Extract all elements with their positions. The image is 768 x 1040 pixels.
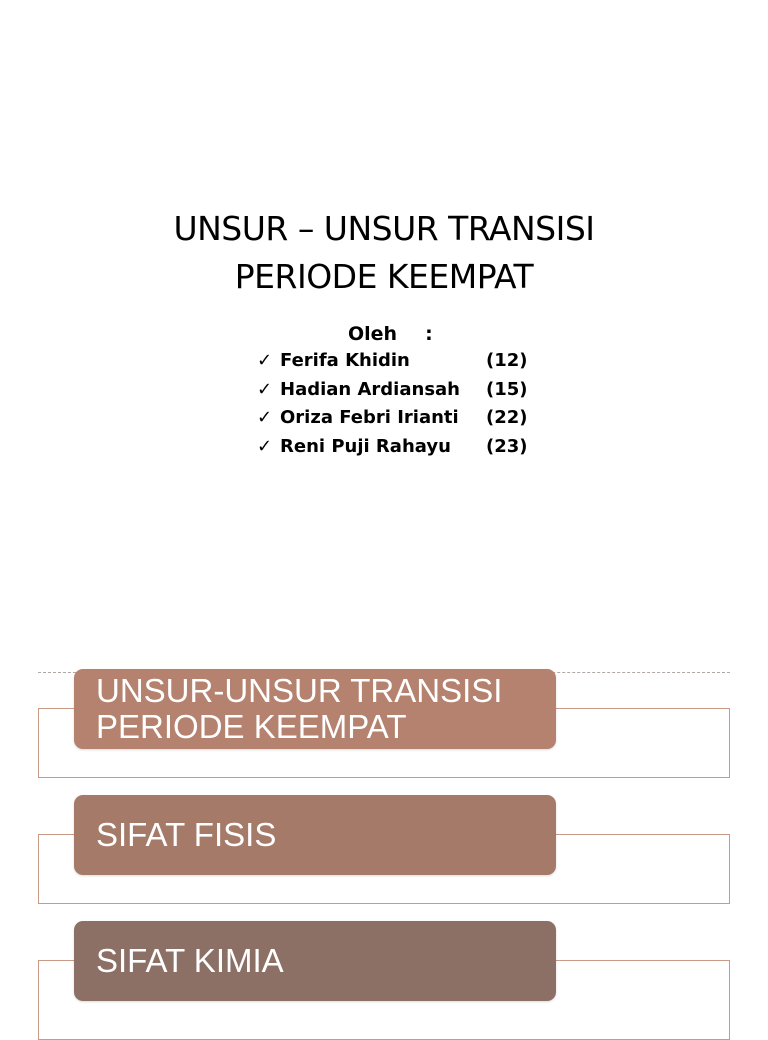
author-number: (12)	[486, 350, 528, 371]
byline-colon: :	[425, 323, 433, 345]
outline-item-sifat-kimia[interactable]	[74, 921, 556, 1001]
author-number: (22)	[486, 407, 528, 428]
slide-title	[0, 205, 768, 301]
author-name: Reni Puji Rahayu	[280, 435, 451, 457]
author-name: Oriza Febri Irianti	[280, 407, 459, 428]
byline-label: Oleh	[348, 323, 398, 345]
outline-item-label: SIFAT FISIS	[96, 816, 277, 853]
outline-item-label-line-2: PERIODE KEEMPAT	[96, 708, 407, 745]
author-item	[257, 433, 537, 462]
byline	[348, 320, 433, 348]
outline-item-label: SIFAT KIMIA	[96, 942, 284, 979]
author-name: Ferifa Khidin	[280, 350, 410, 371]
author-number: (23)	[486, 435, 528, 457]
outline-item-label-line-1: UNSUR-UNSUR TRANSISI	[96, 672, 503, 709]
checkmark-icon: ✓	[257, 378, 273, 400]
outline-item-sifat-fisis[interactable]	[74, 795, 556, 875]
checkmark-icon: ✓	[257, 407, 273, 428]
author-number: (15)	[486, 378, 528, 400]
checkmark-icon: ✓	[257, 350, 273, 371]
title-line-2: PERIODE KEEMPAT	[234, 257, 534, 296]
outline-item-unsur-transisi[interactable]	[74, 669, 556, 749]
title-line-1: UNSUR – UNSUR TRANSISI	[173, 209, 595, 248]
checkmark-icon: ✓	[257, 435, 273, 457]
author-item	[257, 347, 537, 376]
author-item	[257, 376, 537, 405]
author-item	[257, 404, 537, 433]
author-name: Hadian Ardiansah	[280, 378, 460, 400]
author-list	[257, 347, 537, 461]
